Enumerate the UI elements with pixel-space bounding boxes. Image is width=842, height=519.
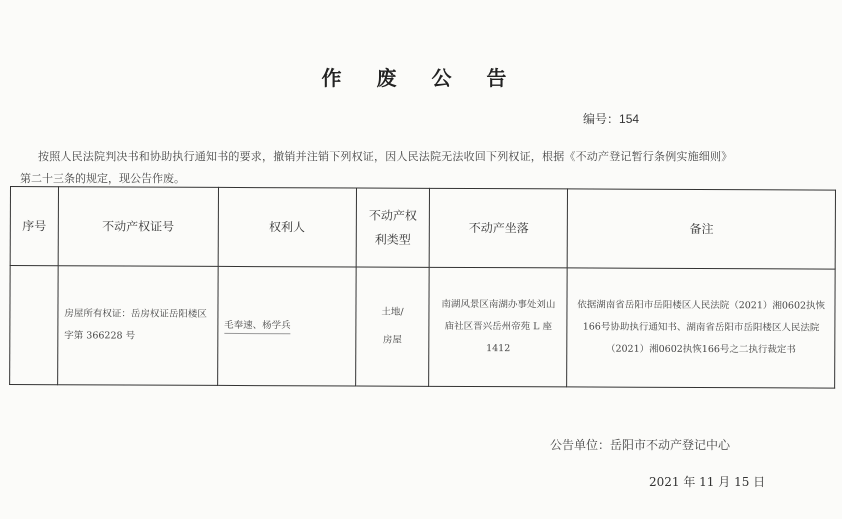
body-paragraph-line-1: 按照人民法院判决书和协助执行通知书的要求，撤销并注销下列权证，因人民法院无法收回下列权证，根据《不动产登记暂行条例实施细则》	[38, 150, 733, 163]
right-type-house: 房屋	[382, 334, 402, 346]
announcement-table	[9, 186, 836, 389]
header-location: 不动产坐落	[430, 188, 568, 268]
document-number	[583, 110, 639, 127]
cell-cert-no: 房屋所有权证：岳房权证岳阳楼区字第 366228 号	[58, 266, 218, 386]
table-row	[10, 266, 836, 389]
table-header-row	[10, 187, 835, 270]
cell-remarks: 依据湖南省岳阳市岳阳楼区人民法院（2021）湘0602执恢166号协助执行通知书、湖南省岳阳市岳阳楼区人民法院（2021）湘0602执恢166号之二执行裁定书	[567, 268, 835, 388]
header-cert-no: 不动产权证号	[58, 187, 218, 267]
body-paragraph-line-2: 第二十三条的规定，现公告作废。	[20, 172, 185, 185]
header-remarks: 备注	[567, 189, 835, 269]
document-number-value: 154	[619, 112, 640, 126]
header-owner: 权利人	[218, 187, 356, 267]
announcing-unit: 公告单位：岳阳市不动产登记中心	[550, 438, 731, 452]
cell-location: 南湖风景区南湖办事处刘山庙社区晋兴岳州帝苑 L 座 1412	[429, 267, 567, 387]
header-seq: 序号	[10, 187, 58, 266]
document-number-label: 编号：	[583, 112, 620, 126]
cell-right-type	[355, 267, 429, 386]
right-type-land: 土地/	[381, 306, 404, 318]
announcement-date: 2021 年 11 月 15 日	[649, 475, 766, 489]
header-right-type: 不动产权利类型	[356, 188, 430, 267]
owner-name: 毛奉速、杨学兵	[224, 320, 291, 334]
cell-owner	[217, 266, 355, 386]
page-title: 作 废 公 告	[321, 66, 521, 90]
cell-seq	[10, 266, 58, 385]
